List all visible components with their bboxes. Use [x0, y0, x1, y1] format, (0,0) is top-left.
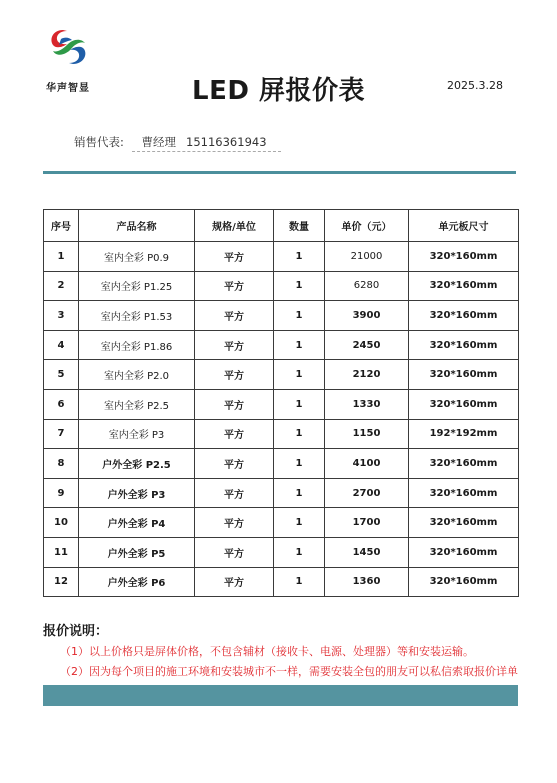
- row-price: 1150: [325, 419, 409, 449]
- row-panel-size: 320*160mm: [409, 478, 519, 508]
- row-unit: 平方: [195, 508, 274, 538]
- header-cell-unit: 规格/单位: [195, 210, 274, 242]
- quote-date: 2025.3.28: [447, 79, 503, 92]
- table-row: [44, 389, 519, 419]
- row-unit: 平方: [195, 567, 274, 597]
- row-price: 1360: [325, 567, 409, 597]
- brand-name: 华声智显: [46, 83, 90, 94]
- row-quantity: 1: [274, 449, 325, 479]
- sales-name: 曹经理: [141, 135, 177, 149]
- row-price: 1450: [325, 537, 409, 567]
- row-quantity: 1: [274, 330, 325, 360]
- row-unit: 平方: [195, 419, 274, 449]
- row-product: 户外全彩 P3: [79, 478, 195, 508]
- row-price: 6280: [325, 271, 409, 301]
- row-quantity: 1: [274, 389, 325, 419]
- row-unit: 平方: [195, 271, 274, 301]
- notes-title: 报价说明：: [43, 624, 109, 639]
- row-product: 室内全彩 P2.0: [79, 360, 195, 390]
- table-row: [44, 301, 519, 331]
- row-index: 6: [44, 389, 79, 419]
- row-panel-size: 320*160mm: [409, 271, 519, 301]
- row-index: 4: [44, 330, 79, 360]
- row-quantity: 1: [274, 271, 325, 301]
- row-index: 10: [44, 508, 79, 538]
- row-quantity: 1: [274, 478, 325, 508]
- row-index: 11: [44, 537, 79, 567]
- row-quantity: 1: [274, 508, 325, 538]
- sales-contact-line: [132, 134, 281, 152]
- row-panel-size: 192*192mm: [409, 419, 519, 449]
- row-index: 12: [44, 567, 79, 597]
- row-panel-size: 320*160mm: [409, 537, 519, 567]
- row-product: 户外全彩 P4: [79, 508, 195, 538]
- row-index: 9: [44, 478, 79, 508]
- row-price: 2700: [325, 478, 409, 508]
- header-cell-price: 单价（元）: [325, 210, 409, 242]
- row-panel-size: 320*160mm: [409, 301, 519, 331]
- row-unit: 平方: [195, 330, 274, 360]
- page-title: LED 屏报价表: [192, 76, 365, 106]
- row-index: 1: [44, 242, 79, 272]
- row-panel-size: 320*160mm: [409, 242, 519, 272]
- row-product: 室内全彩 P1.53: [79, 301, 195, 331]
- row-panel-size: 320*160mm: [409, 567, 519, 597]
- row-product: 户外全彩 P5: [79, 537, 195, 567]
- row-panel-size: 320*160mm: [409, 360, 519, 390]
- row-product: 室内全彩 P1.25: [79, 271, 195, 301]
- row-index: 5: [44, 360, 79, 390]
- row-unit: 平方: [195, 537, 274, 567]
- row-panel-size: 320*160mm: [409, 449, 519, 479]
- row-panel-size: 320*160mm: [409, 508, 519, 538]
- row-price: 3900: [325, 301, 409, 331]
- row-product: 室内全彩 P1.86: [79, 330, 195, 360]
- table-row: [44, 330, 519, 360]
- row-unit: 平方: [195, 360, 274, 390]
- table-row: [44, 537, 519, 567]
- row-panel-size: 320*160mm: [409, 389, 519, 419]
- row-panel-size: 320*160mm: [409, 330, 519, 360]
- price-table: [43, 209, 519, 597]
- sales-phone: 15116361943: [186, 135, 267, 149]
- row-index: 2: [44, 271, 79, 301]
- table-row: [44, 271, 519, 301]
- row-product: 室内全彩 P3: [79, 419, 195, 449]
- row-quantity: 1: [274, 537, 325, 567]
- row-price: 2450: [325, 330, 409, 360]
- table-row: [44, 478, 519, 508]
- row-quantity: 1: [274, 360, 325, 390]
- row-index: 8: [44, 449, 79, 479]
- row-quantity: 1: [274, 301, 325, 331]
- row-unit: 平方: [195, 478, 274, 508]
- header-cell-panel-size: 单元板尺寸: [409, 210, 519, 242]
- table-row: [44, 242, 519, 272]
- table-header-row: [44, 210, 519, 242]
- row-price: 1330: [325, 389, 409, 419]
- header-cell-product: 产品名称: [79, 210, 195, 242]
- row-price: 21000: [325, 242, 409, 272]
- row-unit: 平方: [195, 389, 274, 419]
- row-product: 室内全彩 P0.9: [79, 242, 195, 272]
- note-item: （2）因为每个项目的施工环境和安装城市不一样，需要安装全包的朋友可以私信索取报价详单: [60, 665, 518, 678]
- header-divider: [43, 171, 516, 174]
- header-cell-quantity: 数量: [274, 210, 325, 242]
- row-index: 7: [44, 419, 79, 449]
- row-product: 户外全彩 P6: [79, 567, 195, 597]
- company-logo-icon: [45, 27, 91, 67]
- header-cell-index: 序号: [44, 210, 79, 242]
- row-unit: 平方: [195, 301, 274, 331]
- row-quantity: 1: [274, 242, 325, 272]
- note-item: （1）以上价格只是屏体价格，不包含辅材（接收卡、电源、处理器）等和安装运输。: [60, 645, 474, 658]
- table-row: [44, 449, 519, 479]
- row-product: 室内全彩 P2.5: [79, 389, 195, 419]
- sales-label: 销售代表:: [74, 135, 124, 149]
- table-row: [44, 567, 519, 597]
- row-product: 户外全彩 P2.5: [79, 449, 195, 479]
- row-price: 1700: [325, 508, 409, 538]
- table-row: [44, 419, 519, 449]
- sales-representative: [74, 134, 281, 152]
- row-quantity: 1: [274, 419, 325, 449]
- row-index: 3: [44, 301, 79, 331]
- row-price: 2120: [325, 360, 409, 390]
- row-unit: 平方: [195, 242, 274, 272]
- table-row: [44, 508, 519, 538]
- row-price: 4100: [325, 449, 409, 479]
- table-row: [44, 360, 519, 390]
- row-quantity: 1: [274, 567, 325, 597]
- row-unit: 平方: [195, 449, 274, 479]
- footer-bar: [43, 685, 518, 706]
